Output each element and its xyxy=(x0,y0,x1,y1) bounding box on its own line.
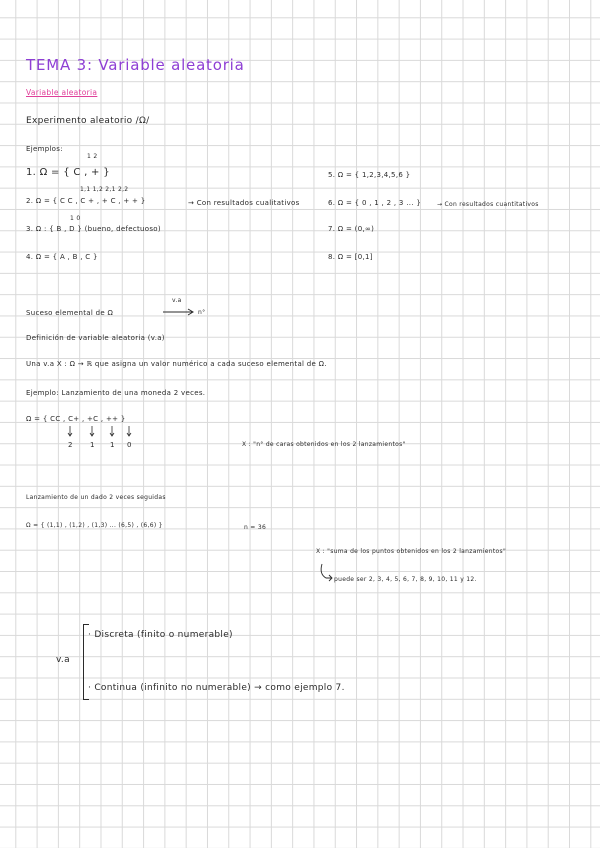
omega-moneda: Ω = { CC , C+ , +C , ++ } xyxy=(26,415,126,423)
x-moneda: X : "n° de caras obtenidos en los 2 lanzamientos" xyxy=(242,441,406,448)
example-1-superscript: 1 2 xyxy=(87,153,98,160)
dado-omega: Ω = { (1,1) , (1,2) , (1,3) ... (6,5) , (6,6) } xyxy=(26,522,163,529)
example-2: 2. Ω = { C C , C + , + C , + + } xyxy=(26,197,146,205)
example-6: 6. Ω = { 0 , 1 , 2 , 3 ... } xyxy=(328,199,422,207)
una-va-line: Una v.a X : Ω → ℝ que asigna un valor numérico a cada suceso elemental de Ω. xyxy=(26,360,327,368)
suceso-right: n° xyxy=(198,309,206,316)
example-8: 8. Ω = [0,1] xyxy=(328,253,373,261)
example-5: 5. Ω = { 1,2,3,4,5,6 } xyxy=(328,171,411,179)
bracket-bottom-tick xyxy=(83,699,89,700)
x-dado-values: puede ser 2, 3, 4, 5, 6, 7, 8, 9, 10, 11 y 12. xyxy=(334,576,477,583)
example-4: 4. Ω = { A , B , C } xyxy=(26,253,98,261)
moneda-value-3: 1 xyxy=(110,441,115,449)
discreta-line: · Discreta (finito o numerable) xyxy=(88,630,233,640)
x-dado: X : "suma de los puntos obtenidos en los 2 lanzamientos" xyxy=(316,548,507,555)
suceso-arrow-label: v.a xyxy=(172,297,182,304)
experimento-line: Experimento aleatorio /Ω/ xyxy=(26,116,150,126)
section-subtitle: Variable aleatoria xyxy=(26,88,98,97)
moneda-down-arrows-icon xyxy=(66,425,136,439)
ejemplo-moneda: Ejemplo: Lanzamiento de una moneda 2 veces. xyxy=(26,389,206,397)
moneda-value-1: 2 xyxy=(68,441,73,449)
suceso-arrow-icon xyxy=(162,308,196,316)
moneda-value-2: 1 xyxy=(90,441,95,449)
dado-title: Lanzamiento de un dado 2 veces seguidas xyxy=(26,494,166,501)
bracket-top-tick xyxy=(83,624,89,625)
moneda-value-4: 0 xyxy=(127,441,132,449)
ejemplos-label: Ejemplos: xyxy=(26,145,63,153)
classification-bracket xyxy=(83,624,84,700)
suceso-elemental: Suceso elemental de Ω xyxy=(26,309,114,317)
continua-line: · Continua (infinito no numerable) → como ejemplo 7. xyxy=(88,683,345,693)
example-1: 1. Ω = { C , + } xyxy=(26,167,110,178)
page-title: TEMA 3: Variable aleatoria xyxy=(26,56,245,74)
dado-n: n = 36 xyxy=(244,524,267,531)
example-7: 7. Ω = (0,∞) xyxy=(328,225,375,233)
example-6-note: → Con resultados cuantitativos xyxy=(437,201,539,208)
definicion-line: Definición de variable aleatoria (v.a) xyxy=(26,334,165,342)
example-2-note: → Con resultados cualitativos xyxy=(188,199,300,207)
curved-arrow-icon xyxy=(318,562,334,582)
example-2-superscript: 1,1 1,2 2,1 2,2 xyxy=(80,186,129,193)
example-3-superscript: 1 0 xyxy=(70,215,81,222)
example-3: 3. Ω : { B , D } (bueno, defectuoso) xyxy=(26,225,161,233)
va-label: v.a xyxy=(56,655,70,665)
